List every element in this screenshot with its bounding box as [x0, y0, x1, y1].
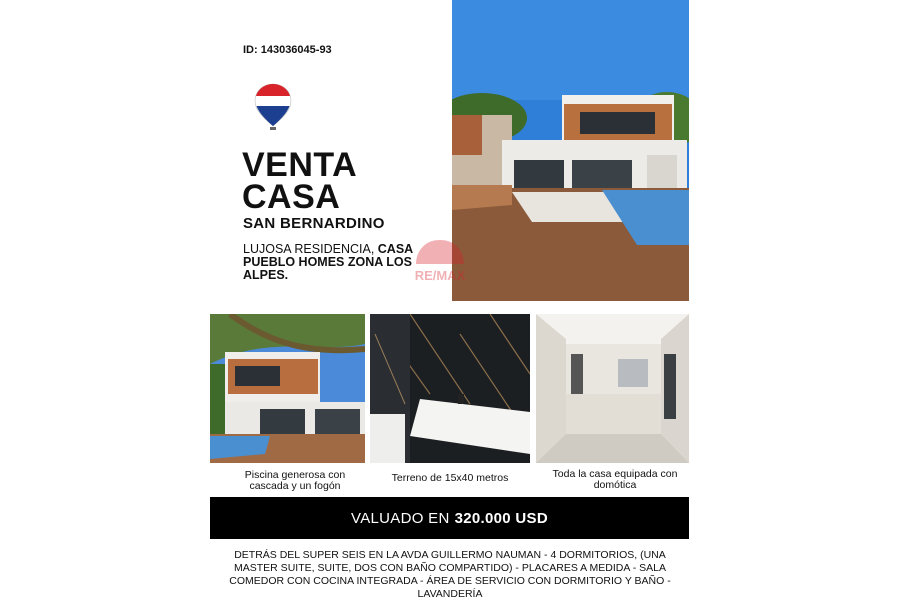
remax-watermark	[410, 238, 470, 288]
subtitle	[243, 243, 433, 282]
watermark-text: RE/MAX	[414, 268, 466, 283]
city-name: SAN BERNARDINO	[243, 215, 385, 232]
pool-photo	[210, 314, 365, 463]
property-description: DETRÁS DEL SUPER SEIS EN LA AVDA GUILLERMO NAUMAN - 4 DORMITORIOS, (UNA MASTER SUITE, SUITE, DOS CON BAÑO COMPARTIDO) - PLACARES A MEDIDA - SALA COMEDOR CON COCINA INTEGRADA - ÁREA DE SERVICIO CON DORMITORIO Y BAÑO - LAVANDERÍA	[229, 549, 671, 600]
house-exterior-photo	[452, 0, 689, 301]
caption-pool: Piscina generosa con cascada y un fogón	[244, 469, 346, 492]
bathroom-photo	[370, 314, 530, 463]
subtitle-bold: CASA PUEBLO HOMES ZONA LOS ALPES.	[243, 242, 413, 282]
subtitle-plain: LUJOSA RESIDENCIA,	[243, 242, 378, 256]
remax-balloon-logo	[253, 82, 293, 134]
caption-land: Terreno de 15x40 metros	[391, 472, 509, 484]
listing-id: ID: 143036045-93	[243, 44, 332, 56]
caption-domotics: Toda la casa equipada con domótica	[552, 468, 678, 491]
price-value: 320.000 USD	[454, 509, 548, 527]
interior-photo	[536, 314, 689, 463]
title-venta: VENTA	[242, 146, 358, 184]
price-label: VALUADO EN	[351, 509, 450, 527]
title-casa: CASA	[242, 178, 341, 216]
price-bar	[210, 497, 689, 539]
